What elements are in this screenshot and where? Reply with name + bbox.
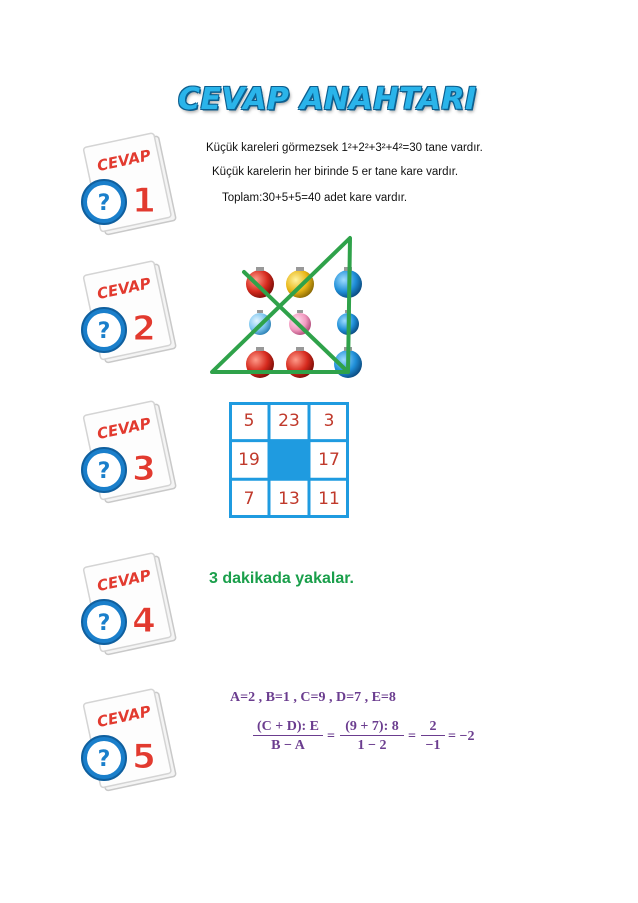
badge-word: CEVAP bbox=[95, 146, 153, 176]
cevap-badge-1 bbox=[74, 130, 194, 240]
grid-cell: 13 bbox=[278, 488, 300, 509]
equals-sign: = bbox=[408, 729, 416, 744]
grid-cell: 19 bbox=[238, 449, 260, 470]
cevap-badge-5 bbox=[74, 686, 194, 796]
badge-number: 2 bbox=[132, 309, 156, 349]
cevap-badge-icon bbox=[74, 130, 194, 240]
cevap-badge-icon bbox=[74, 258, 194, 368]
grid-cell: 23 bbox=[278, 411, 300, 432]
badge-word: CEVAP bbox=[95, 702, 153, 732]
q5-fraction-2 bbox=[340, 719, 404, 754]
grid-cell-blank bbox=[269, 441, 309, 480]
q5-fraction-1 bbox=[253, 719, 323, 754]
svg-text:?: ? bbox=[97, 611, 111, 636]
svg-text:?: ? bbox=[97, 319, 111, 344]
badge-number: 3 bbox=[132, 449, 156, 489]
q3-number-grid bbox=[229, 402, 349, 518]
fraction-numerator: (9 + 7): 8 bbox=[340, 719, 404, 736]
fraction-denominator: −1 bbox=[425, 738, 441, 753]
cevap-badge-2 bbox=[74, 258, 194, 368]
grid-cell: 11 bbox=[318, 488, 340, 509]
q5-fraction-3 bbox=[421, 719, 445, 754]
grid-cell: 5 bbox=[243, 411, 255, 432]
cevap-badge-4 bbox=[74, 550, 194, 660]
svg-text:?: ? bbox=[97, 459, 111, 484]
svg-text:?: ? bbox=[97, 191, 111, 216]
q1-line-1: Küçük kareleri görmezsek 1²+2²+3²+4²=30 tane vardır. bbox=[206, 142, 483, 154]
q5-variables: A=2 , B=1 , C=9 , D=7 , E=8 bbox=[230, 690, 396, 705]
badge-number: 5 bbox=[132, 737, 156, 777]
q5-result: = −2 bbox=[448, 729, 475, 744]
svg-text:?: ? bbox=[97, 747, 111, 772]
grid-cell: 3 bbox=[323, 411, 335, 432]
badge-word: CEVAP bbox=[95, 274, 153, 304]
fraction-denominator: 1 − 2 bbox=[357, 738, 387, 753]
badge-number: 4 bbox=[132, 601, 156, 641]
fraction-denominator: B − A bbox=[271, 738, 305, 753]
equals-sign: = bbox=[327, 729, 335, 744]
badge-number: 1 bbox=[132, 181, 156, 221]
cevap-badge-icon bbox=[74, 398, 194, 508]
q1-line-3: Toplam:30+5+5=40 adet kare vardır. bbox=[222, 192, 408, 204]
grid-cell: 7 bbox=[243, 488, 255, 509]
q2-ornament-puzzle bbox=[200, 232, 380, 392]
badge-word: CEVAP bbox=[95, 566, 153, 596]
grid-cell: 17 bbox=[318, 449, 340, 470]
q1-line-2: Küçük karelerin her birinde 5 er tane kare vardır. bbox=[212, 166, 459, 178]
cevap-badge-icon bbox=[74, 550, 194, 660]
cevap-badge-3 bbox=[74, 398, 194, 508]
cevap-badge-icon bbox=[74, 686, 194, 796]
fraction-numerator: 2 bbox=[421, 719, 445, 736]
q4-answer: 3 dakikada yakalar. bbox=[209, 570, 354, 587]
page-title: CEVAP ANAHTARI bbox=[178, 82, 477, 117]
fraction-numerator: (C + D): E bbox=[253, 719, 323, 736]
badge-word: CEVAP bbox=[95, 414, 153, 444]
